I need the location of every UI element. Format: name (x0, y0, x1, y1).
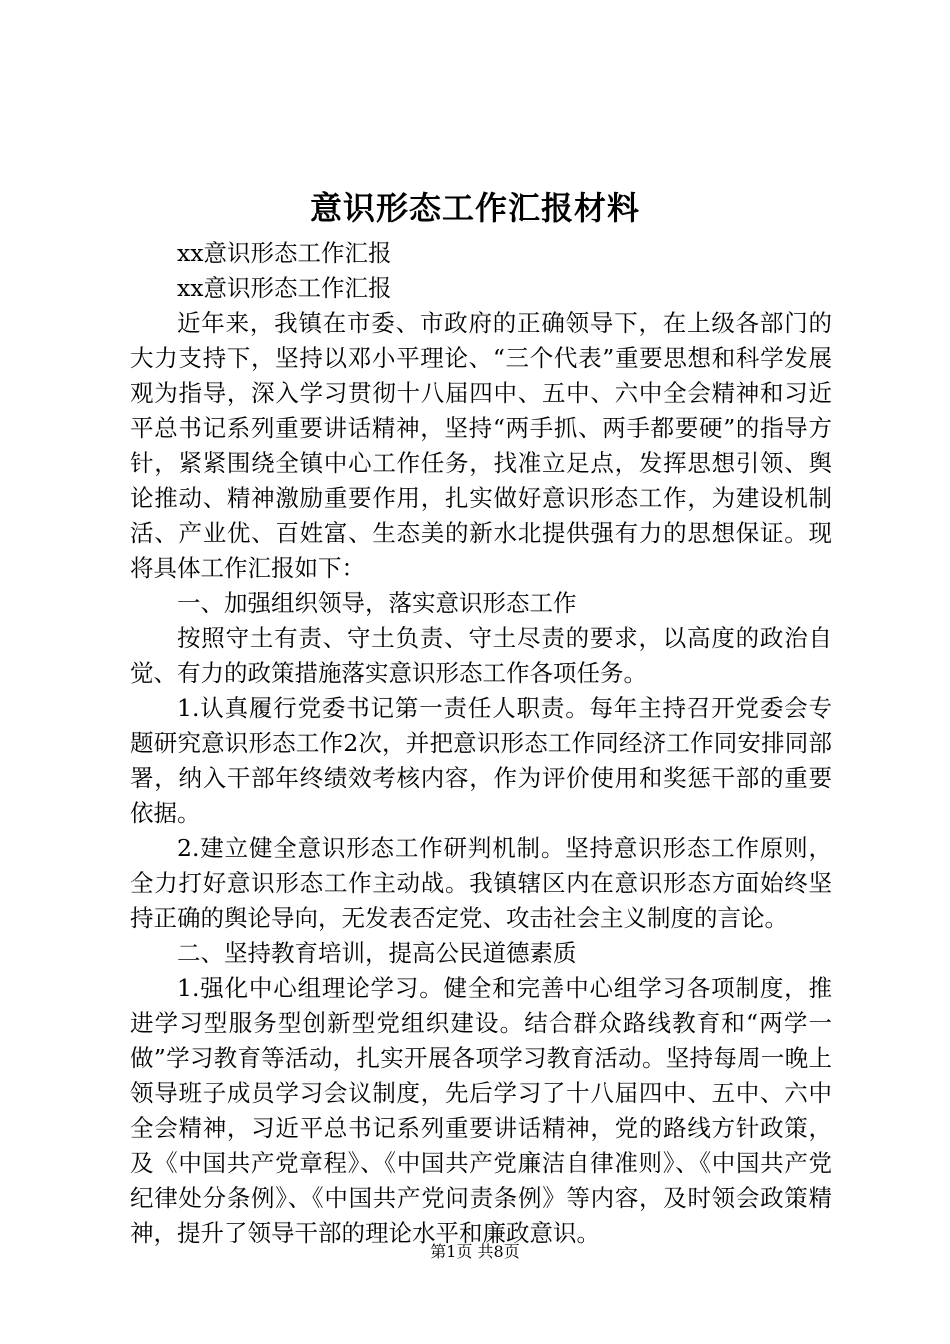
paragraph-item-2-1: 1.强化中心组理论学习。健全和完善中心组学习各项制度，推进学习型服务型创新型党组织建设。结合群众路线教育和“两学一做”学习教育等活动，扎实开展各项学习教育活动。坚持每周一晚上领导班子成员学习会议制度，先后学习了十八届四中、五中、六中全会精神，习近平总书记系列重要讲话精神，党的路线方针政策，及《中国共产党章程》、《中国共产党廉洁自律准则》、《中国共产党纪律处分条例》、《中国共产党问责条例》等内容，及时领会政策精神，提升了领导干部的理论水平和廉政意识。 (130, 974, 832, 1247)
paragraph-subtitle-1: xx意识形态工作汇报 (177, 239, 392, 267)
section-heading-2: 二、坚持教育培训，提高公民道德素质 (177, 939, 577, 967)
document-title: 意识形态工作汇报材料 (309, 189, 640, 227)
paragraph-intro: 近年来，我镇在市委、市政府的正确领导下，在上级各部门的大力支持下，坚持以邓小平理论、“三个代表”重要思想和科学发展观为指导，深入学习贯彻十八届四中、五中、六中全会精神和习近平总书记系列重要讲话精神，坚持“两手抓、两手都要硬”的指导方针，紧紧围绕全镇中心工作任务，找准立足点，发挥思想引领、舆论推动、精神激励重要作用，扎实做好意识形态工作，为建设机制活、产业优、百姓富、生态美的新水北提供强有力的思想保证。现将具体工作汇报如下： (130, 309, 832, 582)
paragraph-section-1-intro: 按照守土有责、守土负责、守土尽责的要求，以高度的政治自觉、有力的政策措施落实意识形态工作各项任务。 (130, 624, 832, 687)
document-body (130, 236, 832, 1251)
section-heading-1: 一、加强组织领导，落实意识形态工作 (177, 589, 577, 617)
paragraph-subtitle-2: xx意识形态工作汇报 (177, 274, 392, 302)
page-footer: 第1页 共8页 (430, 1242, 520, 1261)
paragraph-item-1-1: 1.认真履行党委书记第一责任人职责。每年主持召开党委会专题研究意识形态工作2次，并把意识形态工作同经济工作同安排同部署，纳入干部年终绩效考核内容，作为评价使用和奖惩干部的重要依据。 (130, 694, 832, 827)
paragraph-item-1-2: 2.建立健全意识形态工作研判机制。坚持意识形态工作原则，全力打好意识形态工作主动战。我镇辖区内在意识形态方面始终坚持正确的舆论导向，无发表否定党、攻击社会主义制度的言论。 (130, 834, 832, 932)
